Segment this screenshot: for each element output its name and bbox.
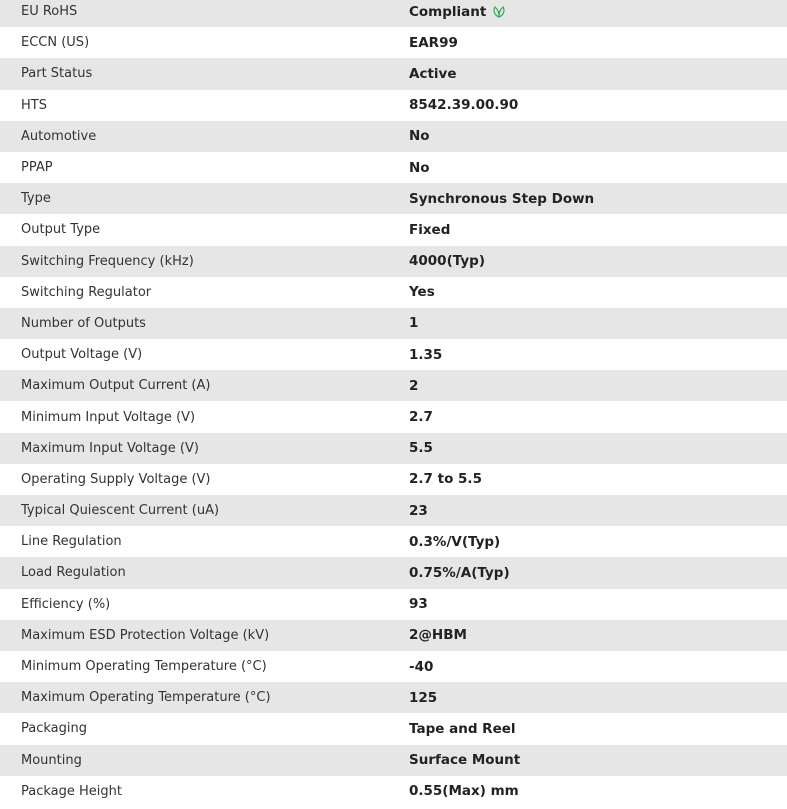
- spec-row: [0, 620, 787, 651]
- spec-value: [388, 627, 787, 643]
- spec-value: [388, 284, 787, 300]
- spec-value: [388, 503, 787, 519]
- spec-value-text: 0.75%/A(Typ): [409, 564, 510, 581]
- spec-label: Maximum Output Current (A): [21, 378, 211, 394]
- spec-label: Operating Supply Voltage (V): [21, 471, 211, 487]
- spec-label: Packaging: [21, 721, 87, 737]
- spec-row: [0, 0, 787, 27]
- spec-label: Maximum ESD Protection Voltage (kV): [21, 627, 270, 643]
- spec-value: [388, 315, 787, 331]
- spec-value-text: 2.7 to 5.5: [409, 471, 482, 488]
- spec-value-text: -40: [409, 658, 434, 675]
- spec-row: [0, 152, 787, 183]
- spec-label: EU RoHS: [21, 4, 78, 20]
- spec-value: [388, 35, 787, 51]
- spec-row: [0, 682, 787, 713]
- spec-value-text: Tape and Reel: [409, 720, 516, 737]
- spec-value-text: Active: [409, 65, 457, 82]
- spec-value: [388, 596, 787, 612]
- spec-value-text: Yes: [409, 284, 435, 301]
- spec-row: [0, 58, 787, 89]
- spec-row: [0, 401, 787, 432]
- spec-label: Output Voltage (V): [21, 347, 143, 363]
- spec-label: Switching Frequency (kHz): [21, 253, 194, 269]
- spec-value-text: EAR99: [409, 34, 458, 51]
- spec-label: Part Status: [21, 66, 93, 82]
- spec-label: Type: [21, 191, 51, 207]
- spec-value-text: No: [409, 128, 430, 145]
- spec-value: [388, 4, 787, 20]
- spec-value: [388, 721, 787, 737]
- spec-value: [388, 471, 787, 487]
- spec-value: [388, 409, 787, 425]
- spec-value-text: Compliant: [409, 3, 487, 20]
- spec-value-text: 8542.39.00.90: [409, 97, 519, 114]
- spec-value: [388, 565, 787, 581]
- spec-row: [0, 464, 787, 495]
- spec-value: [388, 160, 787, 176]
- spec-row: [0, 246, 787, 277]
- spec-value: [388, 97, 787, 113]
- spec-label: Automotive: [21, 128, 97, 144]
- spec-value-text: 5.5: [409, 440, 433, 457]
- spec-value-text: Fixed: [409, 221, 451, 238]
- spec-label: PPAP: [21, 160, 53, 176]
- spec-label: Output Type: [21, 222, 101, 238]
- spec-row: [0, 183, 787, 214]
- spec-value-text: 1.35: [409, 346, 443, 363]
- spec-label: HTS: [21, 97, 47, 113]
- spec-value-text: 2.7: [409, 409, 433, 426]
- spec-row: [0, 308, 787, 339]
- spec-value: [388, 66, 787, 82]
- spec-label: Minimum Input Voltage (V): [21, 409, 196, 425]
- spec-label: Maximum Operating Temperature (°C): [21, 690, 271, 706]
- spec-value-text: 125: [409, 689, 438, 706]
- spec-row: [0, 27, 787, 58]
- spec-row: [0, 121, 787, 152]
- spec-value-text: 0.55(Max) mm: [409, 783, 519, 800]
- spec-label: Package Height: [21, 783, 122, 799]
- spec-row: [0, 526, 787, 557]
- spec-label: Load Regulation: [21, 565, 126, 581]
- spec-value: [388, 253, 787, 269]
- spec-row: [0, 557, 787, 588]
- spec-value-text: 2@HBM: [409, 627, 467, 644]
- spec-row: [0, 277, 787, 308]
- spec-value-text: No: [409, 159, 430, 176]
- spec-value-text: 93: [409, 596, 428, 613]
- spec-row: [0, 214, 787, 245]
- spec-label: Switching Regulator: [21, 284, 152, 300]
- spec-value: [388, 191, 787, 207]
- spec-label: Number of Outputs: [21, 315, 146, 331]
- spec-row: [0, 589, 787, 620]
- spec-label: Line Regulation: [21, 534, 122, 550]
- spec-row: [0, 339, 787, 370]
- spec-row: [0, 745, 787, 776]
- spec-label: Mounting: [21, 752, 82, 768]
- spec-value-text: 0.3%/V(Typ): [409, 533, 501, 550]
- spec-value: [388, 347, 787, 363]
- spec-row: [0, 433, 787, 464]
- spec-row: [0, 713, 787, 744]
- spec-value: [388, 783, 787, 799]
- spec-value-text: 2: [409, 377, 419, 394]
- spec-value: [388, 659, 787, 675]
- spec-value-text: Surface Mount: [409, 752, 521, 769]
- spec-value: [388, 752, 787, 768]
- spec-value: [388, 440, 787, 456]
- spec-row: [0, 776, 787, 807]
- spec-label: Minimum Operating Temperature (°C): [21, 659, 267, 675]
- spec-row: [0, 370, 787, 401]
- spec-value-text: Synchronous Step Down: [409, 190, 595, 207]
- spec-label: Maximum Input Voltage (V): [21, 440, 199, 456]
- spec-label: Efficiency (%): [21, 596, 111, 612]
- spec-label: ECCN (US): [21, 35, 90, 51]
- spec-row: [0, 651, 787, 682]
- spec-value: [388, 222, 787, 238]
- spec-value: [388, 378, 787, 394]
- spec-value: [388, 534, 787, 550]
- leaf-icon: [492, 6, 506, 18]
- spec-label: Typical Quiescent Current (uA): [21, 503, 220, 519]
- spec-value: [388, 128, 787, 144]
- spec-value: [388, 690, 787, 706]
- spec-value-text: 1: [409, 315, 419, 332]
- spec-value-text: 23: [409, 502, 428, 519]
- spec-value-text: 4000(Typ): [409, 253, 485, 270]
- spec-row: [0, 495, 787, 526]
- spec-row: [0, 90, 787, 121]
